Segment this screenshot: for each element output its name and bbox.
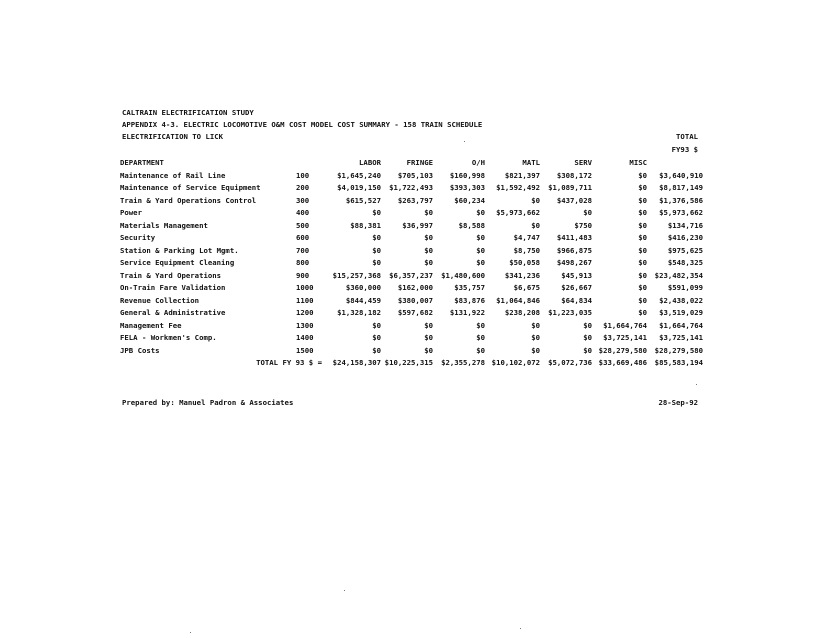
oh-value: $0 bbox=[476, 208, 485, 217]
fringe-value: $6,357,237 bbox=[389, 270, 433, 280]
cost-center-code: 900 bbox=[296, 270, 310, 280]
labor-value: $0 bbox=[372, 208, 381, 217]
oh-value: $0 bbox=[476, 333, 485, 342]
misc-value: $0 bbox=[638, 270, 647, 280]
matl-value: $1,592,492 bbox=[496, 183, 540, 192]
cost-center-code: 500 bbox=[296, 220, 310, 230]
column-header-labor: LABOR bbox=[359, 158, 381, 167]
row-total-value: $416,230 bbox=[667, 233, 703, 242]
oh-value: $0 bbox=[476, 320, 485, 330]
serv-value: $0 bbox=[583, 345, 592, 355]
matl-value: $238,208 bbox=[504, 308, 540, 317]
table-row bbox=[120, 345, 703, 358]
oh-value: $35,757 bbox=[454, 283, 485, 292]
department: Management Fee bbox=[120, 320, 182, 330]
serv-value: $0 bbox=[583, 333, 592, 342]
table-row bbox=[120, 207, 703, 220]
study-title: CALTRAIN ELECTRIFICATION STUDY bbox=[122, 108, 254, 117]
total-serv: $5,072,736 bbox=[548, 358, 592, 367]
matl-value: $0 bbox=[531, 320, 540, 330]
row-total-value: $3,725,141 bbox=[659, 333, 703, 342]
row-total-value: $2,438,022 bbox=[659, 295, 703, 305]
serv-value: $64,834 bbox=[561, 295, 592, 305]
serv-value: $411,483 bbox=[556, 233, 592, 242]
cost-center-code: 600 bbox=[296, 233, 310, 242]
fringe-value: $0 bbox=[424, 233, 433, 242]
serv-value: $437,028 bbox=[556, 195, 592, 205]
table-row bbox=[120, 320, 703, 333]
cost-center-code: 1200 bbox=[296, 308, 314, 317]
misc-value: $1,664,764 bbox=[603, 320, 647, 330]
table-row bbox=[120, 307, 703, 320]
oh-value: $60,234 bbox=[454, 195, 485, 205]
serv-value: $966,875 bbox=[556, 245, 592, 255]
prepared-by: Prepared by: Manuel Padron & Associates bbox=[122, 398, 294, 407]
total-column-subheading: FY93 $ bbox=[671, 145, 698, 154]
department: Service Equipment Cleaning bbox=[120, 258, 235, 267]
matl-value: $0 bbox=[531, 220, 540, 230]
oh-value: $393,303 bbox=[449, 183, 485, 192]
table-row bbox=[120, 170, 703, 183]
labor-value: $0 bbox=[372, 320, 381, 330]
row-total-value: $5,973,662 bbox=[659, 208, 703, 217]
serv-value: $308,172 bbox=[556, 170, 592, 180]
row-total-value: $23,482,354 bbox=[654, 270, 703, 280]
department: On-Train Fare Validation bbox=[120, 283, 226, 292]
cost-center-code: 400 bbox=[296, 208, 310, 217]
total-row-label: TOTAL FY 93 $ = bbox=[256, 358, 322, 367]
fringe-value: $0 bbox=[424, 333, 433, 342]
total-column-heading: TOTAL bbox=[676, 132, 698, 141]
total-row bbox=[120, 357, 703, 370]
total-labor: $24,158,307 bbox=[332, 358, 381, 367]
fringe-value: $380,007 bbox=[397, 295, 433, 305]
table-row bbox=[120, 332, 703, 345]
cost-summary-table bbox=[120, 157, 703, 370]
fringe-value: $36,997 bbox=[402, 220, 433, 230]
cost-rows bbox=[120, 170, 703, 358]
cost-center-code: 1300 bbox=[296, 320, 314, 330]
table-row bbox=[120, 257, 703, 270]
table-row bbox=[120, 220, 703, 233]
fringe-value: $597,682 bbox=[397, 308, 433, 317]
column-header-code bbox=[296, 157, 322, 170]
matl-value: $0 bbox=[531, 333, 540, 342]
column-header-fringe: FRINGE bbox=[406, 158, 433, 167]
fringe-value: $0 bbox=[424, 320, 433, 330]
oh-value: $0 bbox=[476, 345, 485, 355]
fringe-value: $0 bbox=[424, 245, 433, 255]
serv-value: $1,223,035 bbox=[548, 308, 592, 317]
cost-center-code: 1500 bbox=[296, 345, 314, 355]
labor-value: $0 bbox=[372, 333, 381, 342]
matl-value: $821,397 bbox=[504, 170, 540, 180]
oh-value: $83,876 bbox=[454, 295, 485, 305]
cost-center-code: 1400 bbox=[296, 333, 314, 342]
misc-value: $0 bbox=[638, 220, 647, 230]
serv-value: $498,267 bbox=[556, 258, 592, 267]
scan-speck bbox=[696, 384, 697, 385]
table-row bbox=[120, 270, 703, 283]
row-total-value: $975,625 bbox=[667, 245, 703, 255]
serv-value: $26,667 bbox=[561, 283, 592, 292]
department: Maintenance of Rail Line bbox=[120, 170, 226, 180]
matl-value: $341,236 bbox=[504, 270, 540, 280]
labor-value: $615,527 bbox=[345, 195, 381, 205]
cost-center-code: 200 bbox=[296, 183, 310, 192]
appendix-title: APPENDIX 4-3. ELECTRIC LOCOMOTIVE O&M COST MODEL COST SUMMARY - 158 TRAIN SCHEDULE bbox=[122, 120, 483, 129]
column-header-department: DEPARTMENT bbox=[120, 158, 164, 167]
column-header-matl: MATL bbox=[522, 158, 540, 167]
row-total-value: $134,716 bbox=[667, 220, 703, 230]
row-total-value: $548,325 bbox=[667, 258, 703, 267]
misc-value: $0 bbox=[638, 195, 647, 205]
labor-value: $360,000 bbox=[345, 283, 381, 292]
labor-value: $844,459 bbox=[345, 295, 381, 305]
total-oh: $2,355,278 bbox=[441, 358, 485, 367]
scan-speck bbox=[520, 628, 521, 629]
column-header-serv: SERV bbox=[574, 158, 592, 167]
labor-value: $15,257,368 bbox=[332, 270, 381, 280]
cost-center-code: 1000 bbox=[296, 283, 314, 292]
matl-value: $50,058 bbox=[509, 258, 540, 267]
misc-value: $0 bbox=[638, 233, 647, 242]
misc-value: $3,725,141 bbox=[603, 333, 647, 342]
table-row bbox=[120, 282, 703, 295]
labor-value: $1,645,240 bbox=[337, 170, 381, 180]
department: Power bbox=[120, 208, 142, 217]
matl-value: $0 bbox=[531, 345, 540, 355]
serv-value: $0 bbox=[583, 320, 592, 330]
row-total-value: $3,519,029 bbox=[659, 308, 703, 317]
scan-speck bbox=[344, 590, 345, 591]
electrification-subtitle: ELECTRIFICATION TO LICK bbox=[122, 132, 224, 141]
department: Revenue Collection bbox=[120, 295, 200, 305]
department: Train & Yard Operations bbox=[120, 270, 222, 280]
table-row bbox=[120, 195, 703, 208]
row-total-value: $28,279,580 bbox=[654, 345, 703, 355]
department: FELA - Workmen's Comp. bbox=[120, 333, 217, 342]
row-total-value: $591,099 bbox=[667, 283, 703, 292]
misc-value: $28,279,580 bbox=[598, 345, 647, 355]
misc-value: $0 bbox=[638, 170, 647, 180]
oh-value: $0 bbox=[476, 258, 485, 267]
labor-value: $88,381 bbox=[350, 220, 381, 230]
department: Security bbox=[120, 233, 156, 242]
labor-value: $0 bbox=[372, 258, 381, 267]
misc-value: $0 bbox=[638, 208, 647, 217]
row-total-value: $1,664,764 bbox=[659, 320, 703, 330]
matl-value: $6,675 bbox=[513, 283, 540, 292]
fringe-value: $0 bbox=[424, 208, 433, 217]
table-header-row bbox=[120, 157, 703, 170]
table-row bbox=[120, 245, 703, 258]
fringe-value: $0 bbox=[424, 345, 433, 355]
misc-value: $0 bbox=[638, 183, 647, 192]
column-header-oh: O/H bbox=[471, 158, 485, 167]
department: General & Administrative bbox=[120, 308, 226, 317]
report-date: 28-Sep-92 bbox=[658, 398, 698, 407]
matl-value: $4,747 bbox=[513, 233, 540, 242]
oh-value: $160,998 bbox=[449, 170, 485, 180]
scan-speck bbox=[190, 632, 191, 633]
matl-value: $0 bbox=[531, 195, 540, 205]
labor-value: $0 bbox=[372, 233, 381, 242]
misc-value: $0 bbox=[638, 245, 647, 255]
serv-value: $0 bbox=[583, 208, 592, 217]
total-misc: $33,669,486 bbox=[598, 358, 647, 367]
matl-value: $1,064,846 bbox=[496, 295, 540, 305]
department: Materials Management bbox=[120, 220, 208, 230]
cost-center-code: 100 bbox=[296, 170, 310, 180]
cost-center-code: 1100 bbox=[296, 295, 314, 305]
row-total-value: $1,376,586 bbox=[659, 195, 703, 205]
matl-value: $8,750 bbox=[513, 245, 540, 255]
department: Station & Parking Lot Mgmt. bbox=[120, 245, 239, 255]
department: Train & Yard Operations Control bbox=[120, 195, 257, 205]
cost-center-code: 700 bbox=[296, 245, 310, 255]
department: JPB Costs bbox=[120, 345, 160, 355]
fringe-value: $0 bbox=[424, 258, 433, 267]
cost-center-code: 800 bbox=[296, 258, 310, 267]
labor-value: $1,328,182 bbox=[337, 308, 381, 317]
table-row bbox=[120, 232, 703, 245]
fringe-value: $162,000 bbox=[397, 283, 433, 292]
matl-value: $5,973,662 bbox=[496, 208, 540, 217]
misc-value: $0 bbox=[638, 308, 647, 317]
oh-value: $0 bbox=[476, 233, 485, 242]
grand-total: $85,583,194 bbox=[654, 358, 703, 367]
scan-speck bbox=[464, 141, 465, 142]
row-total-value: $8,817,149 bbox=[659, 183, 703, 192]
labor-value: $4,019,150 bbox=[337, 183, 381, 192]
labor-value: $0 bbox=[372, 345, 381, 355]
serv-value: $45,913 bbox=[561, 270, 592, 280]
total-matl: $10,102,072 bbox=[491, 358, 540, 367]
fringe-value: $705,103 bbox=[397, 170, 433, 180]
misc-value: $0 bbox=[638, 283, 647, 292]
table-row bbox=[120, 295, 703, 308]
fringe-value: $263,797 bbox=[397, 195, 433, 205]
oh-value: $0 bbox=[476, 245, 485, 255]
serv-value: $1,089,711 bbox=[548, 183, 592, 192]
cost-center-code: 300 bbox=[296, 195, 310, 205]
misc-value: $0 bbox=[638, 258, 647, 267]
table-row bbox=[120, 182, 703, 195]
column-header-total bbox=[647, 157, 703, 170]
department: Maintenance of Service Equipment bbox=[120, 183, 261, 192]
column-header-misc: MISC bbox=[629, 158, 647, 167]
serv-value: $750 bbox=[574, 220, 592, 230]
misc-value: $0 bbox=[638, 295, 647, 305]
labor-value: $0 bbox=[372, 245, 381, 255]
fringe-value: $1,722,493 bbox=[389, 183, 433, 192]
row-total-value: $3,640,910 bbox=[659, 170, 703, 180]
total-fringe: $10,225,315 bbox=[384, 358, 433, 367]
oh-value: $8,588 bbox=[458, 220, 485, 230]
oh-value: $1,480,600 bbox=[441, 270, 485, 280]
oh-value: $131,922 bbox=[449, 308, 485, 317]
